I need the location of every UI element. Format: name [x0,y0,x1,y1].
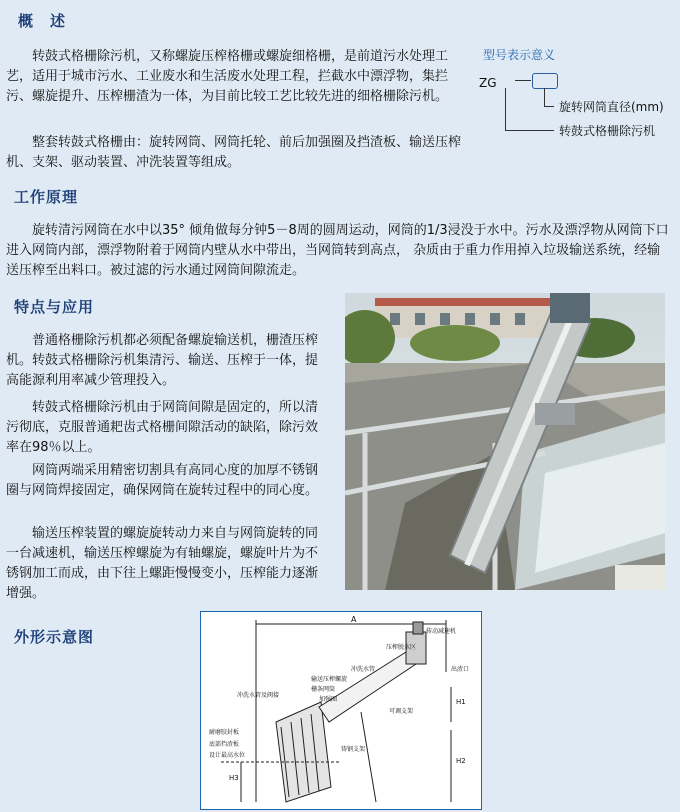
label-water-level: 设计最高水位 [209,752,246,759]
model-line [505,130,554,131]
model-code: ZG [479,76,497,90]
label-support: 可调支架 [389,708,414,715]
model-line [544,106,554,107]
label-seal: 耐磨胶封板 [209,729,240,736]
label-outlet: 出渣口 [451,666,470,673]
principle-heading: 工作原理 [14,188,79,206]
model-dash [515,80,531,81]
features-heading: 特点与应用 [14,298,95,316]
label-base: 铸钢支架 [341,746,366,753]
outline-diagram [200,611,482,810]
dim-h3: H3 [229,774,239,782]
label-hopper: 栅条网筒 [311,686,336,693]
features-paragraph-2: 转鼓式格栅除污机由于网筒间隙是固定的，所以清污彻底，克服普通耙齿式格栅间隙活动的缺陷，除污效率在98％以上。 [6,400,319,455]
model-line [544,88,545,106]
model-legend-title: 型号表示意义 [483,48,556,62]
model-box [532,73,558,89]
features-paragraph-4: 输送压榨装置的螺旋旋转动力来自与网筒旋转的同一台减速机，输送压榨螺旋为有轴螺旋，螺旋叶片为不锈钢加工而成，由下往上螺距慢慢变小，压榨能力逐渐增强。 [6,526,319,601]
installation-photo [345,293,665,590]
diagram-heading: 外形示意图 [14,628,95,646]
model-legend-line-1: 旋转网筒直径(mm) [559,100,664,114]
dim-a: A [351,615,357,624]
label-motor: 传动减速机 [426,628,457,635]
label-conveyor: 输送压榨螺旋 [311,676,348,683]
overview-paragraph-2: 整套转鼓式格栅由：旋转网筒、网筒托轮、前后加强圈及挡渣板、输送压榨机、支架、驱动装置、冲洗装置等组成。 [6,135,462,170]
features-paragraph-3: 网筒两端采用精密切割具有高同心度的加厚不锈钢圈与网筒焊接固定，确保网筒在旋转过程中的同心度。 [6,463,319,498]
overview-paragraph-1: 转鼓式格栅除污机，又称螺旋压榨格栅或螺旋细格栅，是前道污水处理工艺，适用于城市污水、工业废水和生活废水处理工程，拦截水中漂浮物，集拦污、螺旋提升、压榨栅渣为一体，为目前比较工艺比较先进的细格栅除污机。 [6,49,449,104]
overview-heading: 概 述 [18,12,67,30]
model-legend [477,46,677,146]
principle-paragraph: 旋转清污网筒在水中以35° 倾角做每分钟5－8周的圆周运动，网筒的1/3浸没于水中。污水及漂浮物从网筒下口进入网筒内部，漂浮物附着于网筒内壁从水中带出，当网筒转到高点， 杂质由于重力作用掉入垃圾输送系统，经输送压榨至出料口。被过滤的污水通过网筒间隙流走。 [6,223,669,278]
label-press-zone: 压榨脱水区 [386,644,417,651]
model-line [505,88,506,130]
dim-h1: H1 [456,698,466,706]
features-paragraph-1: 普通格栅除污机都必须配备螺旋输送机，栅渣压榨机。转鼓式格栅除污机集清污、输送、压榨于一体，提高能源利用率减少管理投入。 [6,333,319,388]
label-flush-valve: 冲洗水管及阀接 [237,692,280,699]
model-legend-line-2: 转鼓式格栅除污机 [559,124,656,138]
dim-h2: H2 [456,757,466,765]
label-bottom-plate: 底部挡渣板 [209,741,240,748]
label-flush-pipe: 冲洗水管 [351,666,376,673]
label-cover: 加强圈 [319,696,338,703]
